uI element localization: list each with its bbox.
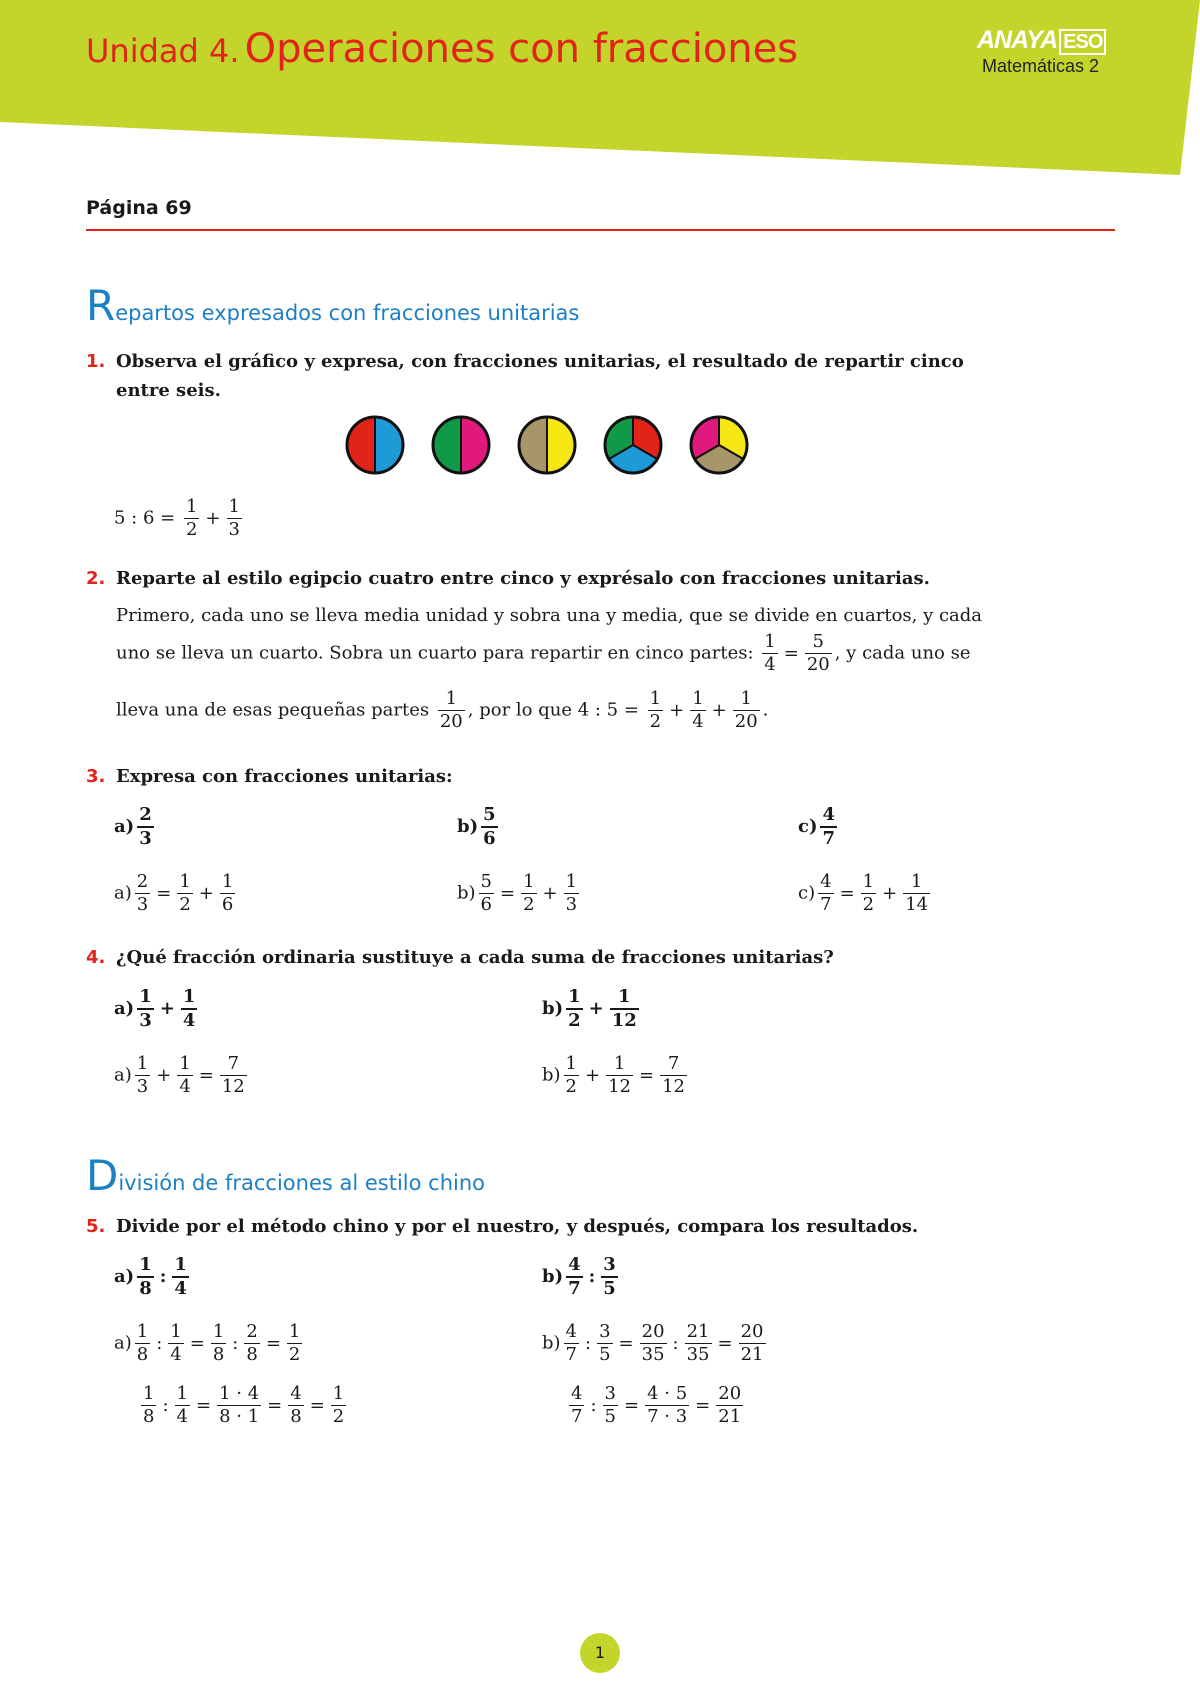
plus-sign: +	[205, 507, 221, 529]
fraction	[217, 1385, 261, 1426]
plus-sign: +	[159, 998, 175, 1019]
denominator: 2	[179, 894, 191, 915]
plus-sign: +	[542, 882, 558, 904]
fraction	[805, 633, 832, 674]
numerator: 2	[136, 871, 149, 892]
item-label: a)	[114, 1332, 132, 1354]
fraction	[211, 1323, 226, 1364]
numerator: 1	[136, 1053, 149, 1074]
fraction	[227, 498, 242, 539]
fraction	[181, 988, 198, 1030]
item-label: b)	[542, 1266, 564, 1287]
denominator: 3	[139, 828, 152, 849]
numerator: 1	[143, 1383, 155, 1404]
numerator: 1	[288, 1321, 301, 1342]
numerator: 1	[764, 631, 776, 652]
q4-answer-a	[114, 1055, 250, 1096]
denominator: 8	[143, 1406, 155, 1427]
fraction	[168, 1323, 183, 1364]
division-sign: :	[162, 1394, 169, 1416]
numerator: 4	[290, 1383, 302, 1404]
anaya-eso-logo	[977, 26, 1106, 55]
denominator: 21	[718, 1406, 742, 1427]
denominator: 21	[740, 1344, 764, 1365]
equals-sign: =	[195, 1394, 212, 1416]
numerator: 1	[862, 871, 875, 892]
fraction	[135, 1055, 150, 1096]
fraction	[716, 1385, 743, 1426]
division-sign: :	[585, 1332, 592, 1354]
fraction	[601, 1256, 618, 1298]
fraction	[606, 1055, 633, 1096]
q5-answer-a-line-1	[114, 1323, 305, 1364]
denominator: 3	[136, 1076, 149, 1097]
numerator: 1	[332, 1383, 345, 1404]
fraction	[288, 1385, 303, 1426]
section-initial: D	[86, 1151, 119, 1200]
denominator: 4	[764, 654, 776, 675]
header-rule	[86, 229, 1115, 231]
plus-sign: +	[198, 882, 214, 904]
publisher-logo-text: ANAYA	[977, 26, 1058, 54]
equals-sign: =	[309, 1394, 325, 1416]
denominator: 8	[212, 1344, 225, 1365]
denominator: 3	[565, 894, 578, 915]
denominator: 20	[439, 711, 463, 732]
equals-sign: =	[623, 1394, 640, 1416]
numerator: 1	[618, 986, 631, 1007]
denominator: 20	[734, 711, 758, 732]
fraction	[521, 873, 536, 914]
pie-circle	[605, 417, 661, 473]
pie-slice	[433, 417, 461, 473]
numerator: 1	[174, 1254, 187, 1275]
plus-sign: +	[585, 1064, 601, 1086]
q3-answer-c	[798, 873, 933, 914]
fraction	[135, 1323, 150, 1364]
q5-answer-b-line-2	[566, 1385, 746, 1426]
denominator: 7	[822, 828, 836, 849]
fraction	[640, 1323, 667, 1364]
numerator: 1	[182, 986, 196, 1007]
numerator: 4	[820, 871, 832, 892]
q3-item-b	[457, 806, 501, 848]
q3-item-a	[114, 806, 157, 848]
q3-item-c	[798, 806, 840, 848]
numerator: 1	[185, 496, 198, 517]
q4-answer-b	[542, 1055, 690, 1096]
pie-circle	[433, 417, 489, 473]
denominator: 4	[170, 1344, 182, 1365]
numerator: 20	[718, 1383, 742, 1404]
q1-answer	[114, 498, 245, 539]
numerator: 4	[571, 1383, 583, 1404]
fraction	[690, 690, 705, 731]
denominator: 2	[862, 894, 875, 915]
equals-sign: =	[500, 882, 516, 904]
pie-slice	[519, 417, 547, 473]
fraction	[177, 873, 192, 914]
denominator: 5	[603, 1278, 616, 1299]
q5-answer-a-line-2	[138, 1385, 349, 1426]
numerator: 3	[599, 1321, 611, 1342]
question-number: 4.	[86, 947, 106, 968]
numerator: 1	[910, 871, 923, 892]
fraction	[610, 988, 639, 1030]
fraction	[287, 1323, 302, 1364]
question-text: ¿Qué fracción ordinaria sustituye a cada suma de fracciones unitarias?	[116, 947, 834, 968]
q2-line-3-mid: , por lo que 4 : 5 =	[467, 699, 639, 721]
q4-item-b	[542, 988, 642, 1030]
denominator: 4	[174, 1278, 187, 1299]
denominator: 12	[608, 1076, 631, 1097]
denominator: 7	[820, 894, 832, 915]
plus-sign: +	[669, 699, 685, 721]
numerator: 3	[603, 1254, 616, 1275]
fraction	[564, 1055, 579, 1096]
item-label: b)	[457, 882, 476, 904]
fraction	[569, 1385, 584, 1426]
denominator: 2	[288, 1344, 301, 1365]
pie-circle	[519, 417, 575, 473]
item-label: a)	[114, 882, 132, 904]
unit-label: Unidad 4.	[86, 32, 240, 70]
equals-sign: =	[639, 1064, 655, 1086]
item-label: b)	[542, 1332, 561, 1354]
equals-sign: =	[717, 1332, 733, 1354]
q4-item-a	[114, 988, 200, 1030]
denominator: 4	[179, 1076, 191, 1097]
denominator: 3	[228, 519, 240, 540]
q5-item-b	[542, 1256, 621, 1298]
denominator: 12	[611, 1010, 637, 1031]
fraction	[861, 873, 876, 914]
numerator: 1	[136, 1321, 149, 1342]
denominator: 8	[246, 1344, 258, 1365]
denominator: 6	[480, 894, 492, 915]
denominator: 4	[692, 711, 704, 732]
denominator: 35	[686, 1344, 710, 1365]
division-sign: :	[159, 1266, 167, 1287]
numerator: 1	[568, 986, 581, 1007]
q3-answer-b	[457, 873, 582, 914]
denominator: 6	[483, 828, 496, 849]
numerator: 1	[179, 1053, 191, 1074]
denominator: 3	[136, 894, 149, 915]
numerator: 5	[480, 871, 492, 892]
item-label: c)	[798, 882, 816, 904]
numerator: 4 · 5	[647, 1383, 688, 1404]
denominator: 2	[332, 1406, 345, 1427]
fraction	[479, 873, 494, 914]
equals-sign: =	[198, 1064, 214, 1086]
numerator: 5	[812, 631, 824, 652]
pie-slice	[547, 417, 575, 473]
numerator: 1	[139, 986, 152, 1007]
denominator: 8 · 1	[219, 1406, 260, 1427]
fraction	[597, 1323, 612, 1364]
numerator: 1	[228, 496, 240, 517]
denominator: 8	[136, 1344, 149, 1365]
fraction	[481, 806, 498, 848]
denominator: 2	[565, 1076, 577, 1097]
fraction	[820, 806, 837, 848]
denominator: 3	[139, 1010, 152, 1031]
section-title: epartos expresados con fracciones unitarias	[115, 301, 580, 325]
q3-answer-a	[114, 873, 238, 914]
denominator: 20	[806, 654, 830, 675]
numerator: 1	[692, 688, 704, 709]
fraction	[172, 1256, 189, 1298]
numerator: 4	[822, 804, 836, 825]
fraction-pie-diagram	[340, 412, 760, 478]
equals-sign: =	[783, 642, 799, 664]
numerator: 20	[740, 1321, 764, 1342]
denominator: 35	[641, 1344, 665, 1365]
numerator: 1	[179, 871, 191, 892]
denominator: 4	[176, 1406, 188, 1427]
plus-sign: +	[588, 998, 604, 1019]
equals-sign: =	[695, 1394, 711, 1416]
section-initial: R	[86, 281, 116, 330]
fraction	[818, 873, 833, 914]
question-5	[86, 1212, 1016, 1241]
numerator: 1	[221, 871, 234, 892]
equals-sign: =	[156, 882, 172, 904]
numerator: 1	[740, 688, 752, 709]
numerator: 20	[641, 1321, 665, 1342]
section-title: ivisión de fracciones al estilo chino	[118, 1171, 486, 1195]
question-number: 1.	[86, 351, 106, 372]
fraction	[564, 1323, 579, 1364]
q2-line-3-text: lleva una de esas pequeñas partes	[116, 699, 430, 721]
denominator: 5	[599, 1344, 611, 1365]
fraction	[660, 1055, 687, 1096]
question-text: Observa el gráfico y expresa, con fracciones unitarias, el resultado de repartir cinco entre seis.	[116, 351, 964, 401]
unit-title: Operaciones con fracciones	[244, 26, 799, 72]
pie-slice	[347, 417, 375, 473]
denominator: 5	[604, 1406, 616, 1427]
numerator: 1	[565, 871, 578, 892]
question-4	[86, 943, 1016, 972]
numerator: 4	[565, 1321, 577, 1342]
denominator: 2	[568, 1010, 581, 1031]
fraction	[603, 1385, 618, 1426]
denominator: 8	[139, 1278, 152, 1299]
item-label: a)	[114, 1266, 135, 1287]
equals-sign: =	[839, 882, 855, 904]
numerator: 1	[445, 688, 458, 709]
fraction	[762, 633, 777, 674]
series-logo-text: ESO	[1059, 29, 1106, 55]
denominator: 7	[565, 1344, 577, 1365]
fraction	[220, 1055, 247, 1096]
numerator: 1	[523, 871, 535, 892]
fraction	[739, 1323, 766, 1364]
numerator: 2	[139, 804, 152, 825]
denominator: 2	[649, 711, 662, 732]
equals-sign: =	[267, 1394, 283, 1416]
denominator: 6	[221, 894, 234, 915]
denominator: 12	[662, 1076, 685, 1097]
denominator: 4	[182, 1010, 196, 1031]
division-sign: :	[672, 1332, 679, 1354]
denominator: 7 · 3	[647, 1406, 688, 1427]
q2-line-3	[116, 690, 768, 731]
numerator: 1	[176, 1383, 188, 1404]
section-heading-repartos	[86, 281, 580, 330]
equals-sign: =	[189, 1332, 205, 1354]
plus-sign: +	[711, 699, 727, 721]
question-text: Divide por el método chino y por el nuestro, y después, compara los resultados.	[116, 1216, 919, 1237]
question-3	[86, 762, 1016, 791]
fraction	[141, 1385, 156, 1426]
fraction	[438, 690, 465, 731]
fraction	[137, 1256, 154, 1298]
plus-sign: +	[882, 882, 898, 904]
fraction	[137, 988, 154, 1030]
item-label: b)	[542, 998, 564, 1019]
fraction	[685, 1323, 712, 1364]
fraction	[137, 806, 154, 848]
fraction	[220, 873, 235, 914]
item-label: b)	[457, 816, 479, 837]
fraction	[331, 1385, 346, 1426]
numerator: 1	[170, 1321, 182, 1342]
page-label: Página 69	[86, 197, 192, 219]
pie-slice	[375, 417, 403, 473]
fraction	[135, 873, 150, 914]
pie-slice	[461, 417, 489, 473]
numerator: 7	[227, 1053, 240, 1074]
page-number: 1	[580, 1633, 620, 1673]
period: .	[762, 699, 769, 721]
question-1	[86, 347, 1016, 405]
denominator: 8	[290, 1406, 302, 1427]
numerator: 1	[613, 1053, 626, 1074]
division-sign: :	[156, 1332, 163, 1354]
question-number: 2.	[86, 568, 106, 589]
q5-item-a	[114, 1256, 192, 1298]
item-label: b)	[542, 1064, 561, 1086]
numerator: 1	[212, 1321, 225, 1342]
denominator: 2	[523, 894, 535, 915]
pie-circle	[691, 417, 747, 473]
division-sign: :	[588, 1266, 596, 1287]
equals-sign: =	[618, 1332, 634, 1354]
subject-label: Matemáticas 2	[982, 56, 1100, 76]
denominator: 14	[905, 894, 929, 915]
numerator: 1 · 4	[219, 1383, 260, 1404]
q2-line-2	[116, 633, 971, 674]
fraction	[175, 1385, 190, 1426]
division-sign: :	[232, 1332, 239, 1354]
numerator: 1	[139, 1254, 152, 1275]
q2-line-2-end: , y cada uno se	[834, 642, 971, 664]
item-label: a)	[114, 1064, 132, 1086]
question-2	[86, 564, 1016, 593]
numerator: 5	[483, 804, 496, 825]
item-label: a)	[114, 816, 135, 837]
question-text: Reparte al estilo egipcio cuatro entre cinco y exprésalo con fracciones unitarias.	[116, 568, 930, 589]
numerator: 1	[649, 688, 662, 709]
fraction	[244, 1323, 259, 1364]
section-heading-division	[86, 1151, 486, 1200]
numerator: 3	[604, 1383, 616, 1404]
numerator: 1	[565, 1053, 577, 1074]
fraction	[648, 690, 663, 731]
q2-line-2-text: uno se lleva un cuarto. Sobra un cuarto para repartir en cinco partes:	[116, 642, 754, 664]
numerator: 2	[246, 1321, 258, 1342]
item-label: a)	[114, 998, 135, 1019]
question-number: 5.	[86, 1216, 106, 1237]
fraction	[177, 1055, 192, 1096]
q1-answer-lhs: 5 : 6 =	[114, 507, 176, 529]
q5-answer-b-line-1	[542, 1323, 769, 1364]
question-text: Expresa con fracciones unitarias:	[116, 766, 453, 787]
pie-circle	[347, 417, 403, 473]
page-title	[86, 26, 798, 72]
fraction	[566, 988, 583, 1030]
fraction	[733, 690, 760, 731]
numerator: 4	[568, 1254, 581, 1275]
q2-line-1: Primero, cada uno se lleva media unidad y sobra una y media, que se divide en cuartos, y cada	[116, 605, 983, 626]
fraction	[566, 1256, 583, 1298]
fraction	[645, 1385, 689, 1426]
denominator: 2	[185, 519, 198, 540]
denominator: 12	[221, 1076, 245, 1097]
equals-sign: =	[265, 1332, 281, 1354]
item-label: c)	[798, 816, 818, 837]
plus-sign: +	[156, 1064, 172, 1086]
fraction	[184, 498, 199, 539]
question-number: 3.	[86, 766, 106, 787]
denominator: 7	[571, 1406, 583, 1427]
numerator: 21	[686, 1321, 710, 1342]
denominator: 7	[568, 1278, 581, 1299]
division-sign: :	[590, 1394, 597, 1416]
fraction	[564, 873, 579, 914]
numerator: 7	[667, 1053, 680, 1074]
fraction	[903, 873, 930, 914]
